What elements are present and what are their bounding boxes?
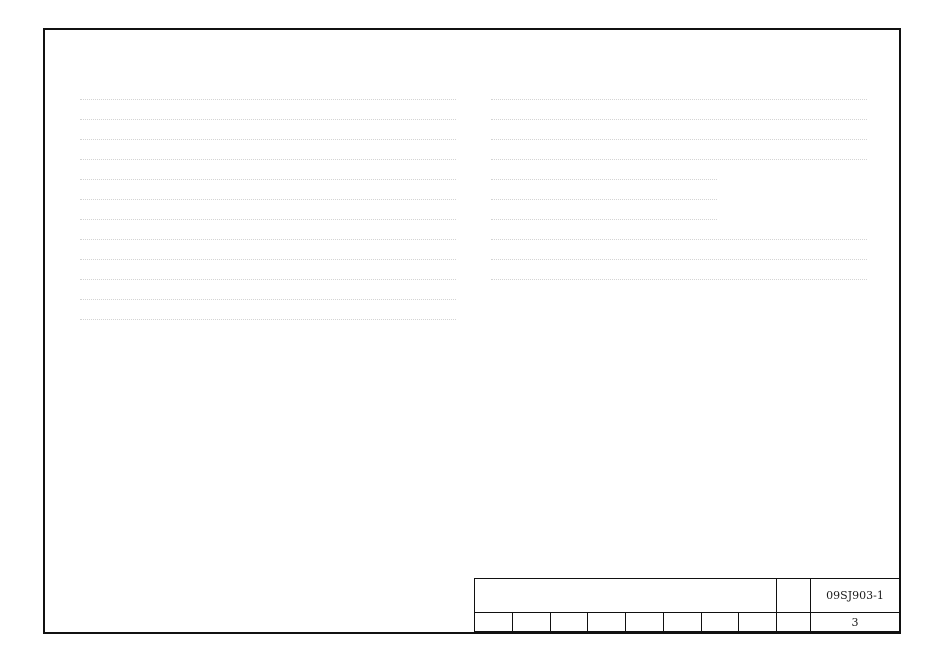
text-line [80,140,456,160]
text-line [80,80,456,100]
text-line [80,280,456,300]
sign-cell [588,613,626,631]
text-line [491,160,717,180]
text-line [491,100,867,120]
atlas-number: 09SJ903-1 [811,579,899,613]
sign-cell [513,613,551,631]
text-line [491,80,867,100]
sign-cell [739,613,776,631]
drawing-title [475,579,777,613]
right-text-column [491,80,867,280]
text-line [80,220,456,240]
sign-cell [702,613,740,631]
text-line [80,180,456,200]
text-line [80,120,456,140]
text-line [80,100,456,120]
text-line [491,240,867,260]
title-block [474,578,900,632]
text-line [80,160,456,180]
sign-cell [551,613,589,631]
text-line [491,180,717,200]
text-line [80,300,456,320]
text-line [491,220,867,240]
text-line [80,240,456,260]
text-line [491,260,867,280]
sign-cell [626,613,664,631]
sign-cell [664,613,702,631]
left-text-column [80,80,456,320]
section-heading [491,200,717,220]
text-line [80,260,456,280]
text-line [491,140,867,160]
text-line [491,120,867,140]
signature-row [475,613,777,631]
page-label [777,613,811,631]
text-line [80,200,456,220]
sign-cell [475,613,513,631]
atlas-label [777,579,811,613]
page-number: 3 [851,615,859,629]
